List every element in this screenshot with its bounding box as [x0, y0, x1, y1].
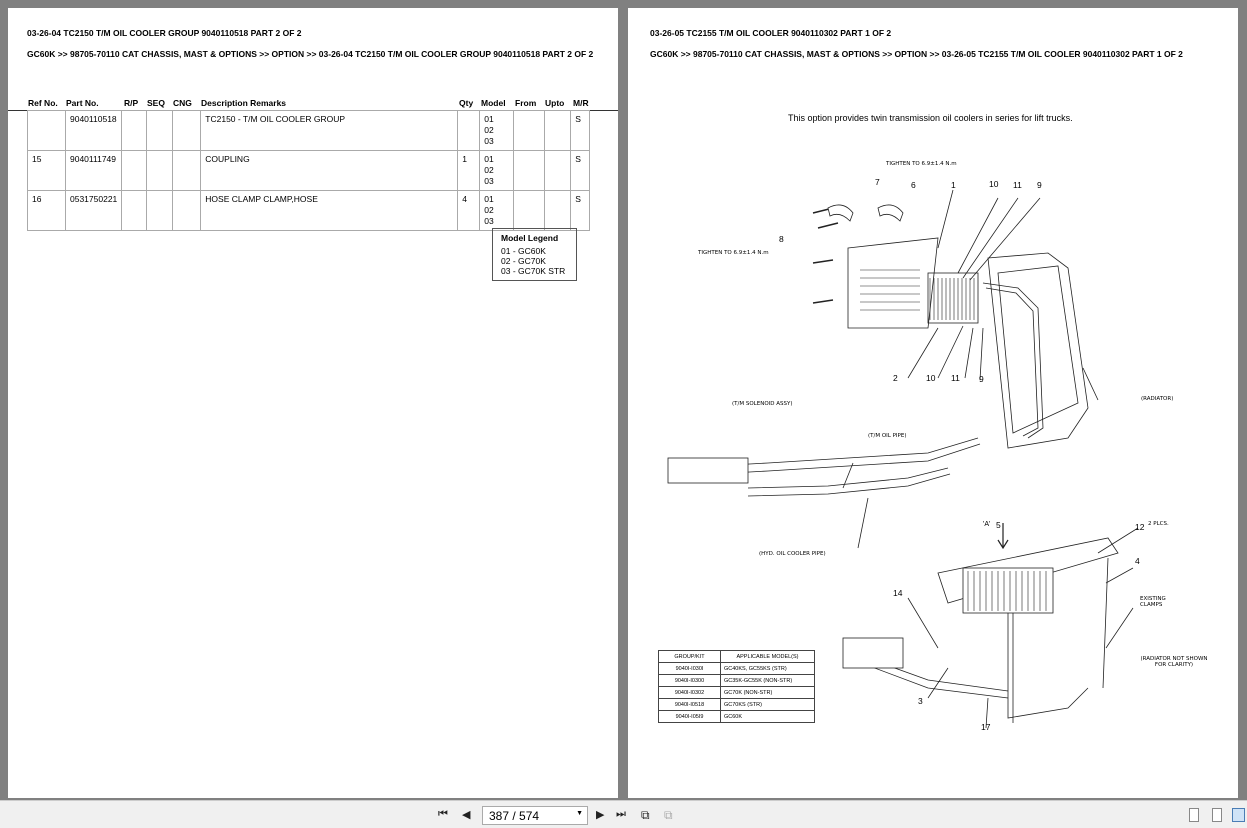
back-view-icon[interactable]: ⧉ [641, 808, 650, 822]
callout: 7 [875, 177, 880, 187]
table-row [659, 711, 815, 723]
col-applicable-models: APPLICABLE MODEL(S) [721, 651, 815, 663]
group-kit: 9040I-I05I9 [659, 711, 721, 723]
applicable-models: GC35K-GC55K (NON-STR) [721, 675, 815, 687]
annotation: (HYD. OIL COOLER PIPE) [759, 551, 826, 557]
annotation: (T/M SOLENOID ASSY) [732, 401, 793, 407]
cell-mr: S [571, 151, 590, 191]
view-label: 'A' [983, 521, 991, 528]
group-kit: 9040I-I0518 [659, 699, 721, 711]
cell-rp [122, 111, 147, 151]
col-upto: Upto [545, 98, 565, 108]
col-mr: M/R [573, 98, 589, 108]
cell-rp [122, 191, 147, 231]
cell-seq [147, 151, 173, 191]
torque-note: TIGHTEN TO 6.9±1.4 N.m [886, 161, 957, 167]
col-model: Model [481, 98, 506, 108]
applicable-models: GC70K (NON-STR) [721, 687, 815, 699]
breadcrumb: GC60K >> 98705-70110 CAT CHASSIS, MAST & OPTIONS >> OPTION >> 03-26-04 TC2150 T/M OIL COOLER GROUP 9040110518 PART 2 OF 2 [27, 49, 594, 59]
cell-rp [122, 151, 147, 191]
col-part: Part No. [66, 98, 99, 108]
next-page-button[interactable]: ▶ [596, 809, 605, 821]
applicable-models: GC40KS, GC55KS (STR) [721, 663, 815, 675]
group-kit: 9040I-I0300 [659, 675, 721, 687]
col-from: From [515, 98, 537, 108]
page-indicator: 387 / 574 [489, 809, 540, 823]
cell-part: 9040111749 [66, 151, 122, 191]
callout: 8 [779, 234, 784, 244]
cell-mr: S [571, 191, 590, 231]
callout: 2 [893, 373, 898, 383]
cell-upto [545, 191, 571, 231]
cell-model: 01 02 03 [480, 111, 514, 151]
annotation: (RADIATOR) [1141, 396, 1174, 402]
annotation: EXISTING CLAMPS [1140, 596, 1166, 608]
callout: 4 [1135, 556, 1140, 566]
cell-desc: HOSE CLAMP CLAMP,HOSE [201, 191, 458, 231]
callout: 14 [893, 588, 903, 598]
applicable-models: GC60K [721, 711, 815, 723]
cell-upto [545, 111, 571, 151]
legend-item: 01 - GC60K [501, 246, 546, 256]
col-rp: R/P [124, 98, 139, 108]
cell-from [514, 151, 545, 191]
table-row [659, 699, 815, 711]
annotation: 2 PLCS. [1148, 521, 1169, 527]
legend-item: 02 - GC70K [501, 256, 546, 266]
table-row [659, 663, 815, 675]
cell-part: 0531750221 [66, 191, 122, 231]
page-title: 03-26-05 TC2155 T/M OIL COOLER 9040110302 PART 1 OF 2 [650, 28, 892, 38]
cell-mr: S [571, 111, 590, 151]
legend-item: 03 - GC70K STR [501, 266, 566, 276]
last-page-button[interactable]: ⏭ [616, 808, 626, 820]
forward-view-icon[interactable]: ⧉ [664, 808, 673, 822]
single-page-view-icon[interactable] [1189, 808, 1199, 822]
table-row [659, 687, 815, 699]
col-ref: Ref No. [28, 98, 58, 108]
callout: 10 [926, 373, 936, 383]
col-cng: CNG [173, 98, 192, 108]
right-page [628, 8, 1238, 798]
callout: 1 [951, 180, 956, 190]
bottom-toolbar [0, 800, 1247, 828]
cell-seq [147, 191, 173, 231]
cell-cng [173, 111, 201, 151]
callout: 11 [951, 373, 960, 383]
table-row [28, 151, 590, 191]
breadcrumb: GC60K >> 98705-70110 CAT CHASSIS, MAST & OPTIONS >> OPTION >> 03-26-05 TC2155 T/M OIL COOLER 9040110302 PART 1 OF 2 [650, 49, 1183, 59]
cell-part: 9040110518 [66, 111, 122, 151]
col-qty: Qty [459, 98, 474, 108]
applicable-models: GC70KS (STR) [721, 699, 815, 711]
cell-ref: 16 [28, 191, 66, 231]
col-desc: Description Remarks [201, 98, 287, 108]
model-legend [492, 228, 577, 281]
annotation: (RADIATOR NOT SHOWN FOR CLARITY) [1140, 656, 1208, 668]
callout: 6 [911, 180, 916, 190]
torque-note: TIGHTEN TO 6.9±1.4 N.m [698, 250, 769, 256]
callout: 9 [979, 374, 984, 384]
option-note: This option provides twin transmission oil coolers in series for lift trucks. [788, 113, 1073, 123]
cell-cng [173, 191, 201, 231]
cell-desc: COUPLING [201, 151, 458, 191]
cell-seq [147, 111, 173, 151]
parts-table [27, 110, 590, 231]
table-row [28, 191, 590, 231]
chevron-down-icon: ▼ [576, 810, 583, 817]
table-row [659, 675, 815, 687]
col-seq: SEQ [147, 98, 165, 108]
callout: 5 [996, 520, 1001, 530]
cell-model: 01 02 03 [480, 151, 514, 191]
cell-ref: 15 [28, 151, 66, 191]
callout: 3 [918, 696, 923, 706]
col-group-kit: GROUP/KIT [659, 651, 721, 663]
cell-qty [458, 111, 480, 151]
left-page [8, 8, 618, 798]
cell-model: 01 02 03 [480, 191, 514, 231]
cell-qty: 1 [458, 151, 480, 191]
continuous-view-icon[interactable] [1212, 808, 1222, 822]
callout: 10 [989, 179, 999, 189]
cell-qty: 4 [458, 191, 480, 231]
callout: 9 [1037, 180, 1042, 190]
group-kit: 9040I-I0302 [659, 687, 721, 699]
cell-upto [545, 151, 571, 191]
group-kit: 9040I-I030I [659, 663, 721, 675]
two-page-view-icon[interactable] [1232, 808, 1245, 822]
callout: 12 [1135, 522, 1145, 532]
callout: 17 [981, 722, 991, 732]
group-kit-table [658, 650, 815, 723]
page-title: 03-26-04 TC2150 T/M OIL COOLER GROUP 9040110518 PART 2 OF 2 [27, 28, 302, 38]
first-page-button[interactable]: ⏮ [438, 808, 448, 820]
cell-ref [28, 111, 66, 151]
prev-page-button[interactable]: ◀ [462, 809, 471, 821]
cell-desc: TC2150 - T/M OIL COOLER GROUP [201, 111, 458, 151]
table-row [28, 111, 590, 151]
cell-from [514, 111, 545, 151]
annotation: (T/M OIL PIPE) [868, 433, 907, 439]
cell-from [514, 191, 545, 231]
callout: 11 [1013, 180, 1022, 190]
table-header-row [659, 651, 815, 663]
cell-cng [173, 151, 201, 191]
page-selector[interactable] [482, 806, 588, 825]
legend-title: Model Legend [501, 233, 559, 243]
